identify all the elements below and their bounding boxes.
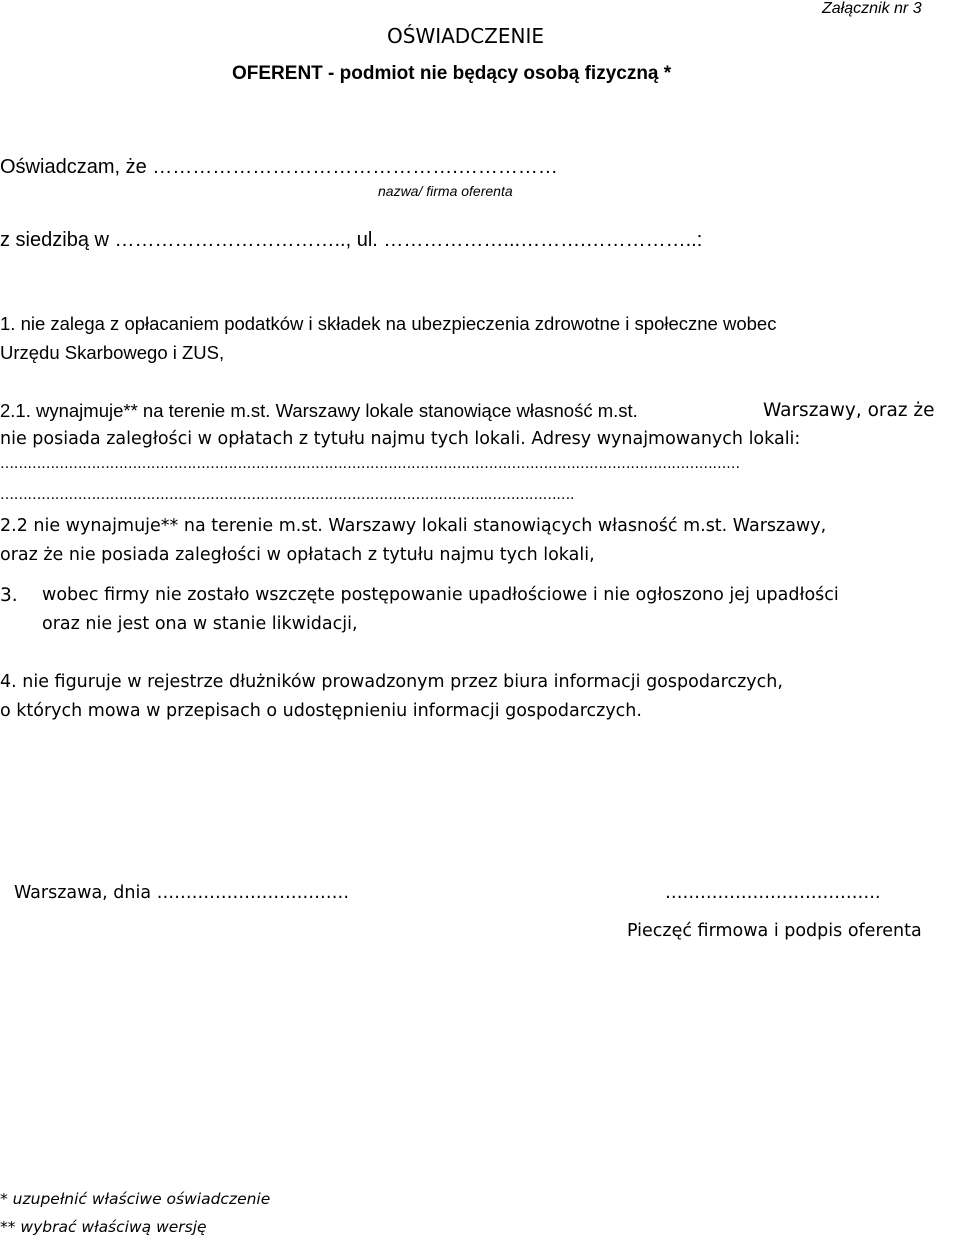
address-dots-line-2: ……………………………………………………………………………………………..………………. [0, 487, 575, 503]
item-4-line-1: 4. nie figuruje w rejestrze dłużników prowadzonym przez biura informacji gospodarczych, [0, 672, 783, 692]
signature-caption: Pieczęć firmowa i podpis oferenta [627, 921, 922, 941]
item-2-1-line-1b: Warszawy, oraz że [763, 400, 935, 421]
place-date-line: Warszawa, dnia …………………………… [14, 883, 350, 903]
address-line: z siedzibą w …………………………….., ul. ………………...……….……………..: [0, 229, 703, 251]
declaration-line: Oświadczam, że ……………………………………….…………… [0, 156, 558, 178]
item-3-line-1: wobec firmy nie zostało wszczęte postępowanie upadłościowe i nie ogłoszono jej upadłości [42, 585, 839, 605]
address-dots-line-1: ……………………………………………………………………………………………………………………………………………… [0, 456, 740, 472]
company-name-caption: nazwa/ firma oferenta [378, 183, 513, 199]
item-3-line-2: oraz nie jest ona w stanie likwidacji, [42, 614, 358, 634]
item-3-number: 3. [0, 585, 18, 606]
document-subtitle: OFERENT - podmiot nie będący osobą fizyczną * [232, 63, 672, 84]
item-4-line-2: o których mowa w przepisach o udostępnieniu informacji gospodarczych. [0, 701, 642, 721]
item-2-1-line-1a: 2.1. wynajmuje** na terenie m.st. Warszawy lokale stanowiące własność m.st. [0, 400, 638, 421]
item-2-2-line-1: 2.2 nie wynajmuje** na terenie m.st. Warszawy lokali stanowiących własność m.st. Warszawy, [0, 516, 827, 536]
signature-dots: ………………………………. [665, 883, 881, 903]
item-1-line-1: 1. nie zalega z opłacaniem podatków i składek na ubezpieczenia zdrowotne i społeczne wobec [0, 313, 777, 334]
footnote-1: * uzupełnić właściwe oświadczenie [0, 1190, 271, 1208]
document-title: OŚWIADCZENIE [387, 24, 544, 48]
item-2-1-line-2: nie posiada zaległości w opłatach z tytułu najmu tych lokali. Adresy wynajmowanych lokali: [0, 429, 801, 449]
annex-label: Załącznik nr 3 [822, 0, 922, 17]
item-2-2-line-2: oraz że nie posiada zaległości w opłatach z tytułu najmu tych lokali, [0, 545, 595, 565]
footnote-2: ** wybrać właściwą wersję [0, 1218, 207, 1236]
item-1-line-2: Urzędu Skarbowego i ZUS, [0, 342, 225, 363]
